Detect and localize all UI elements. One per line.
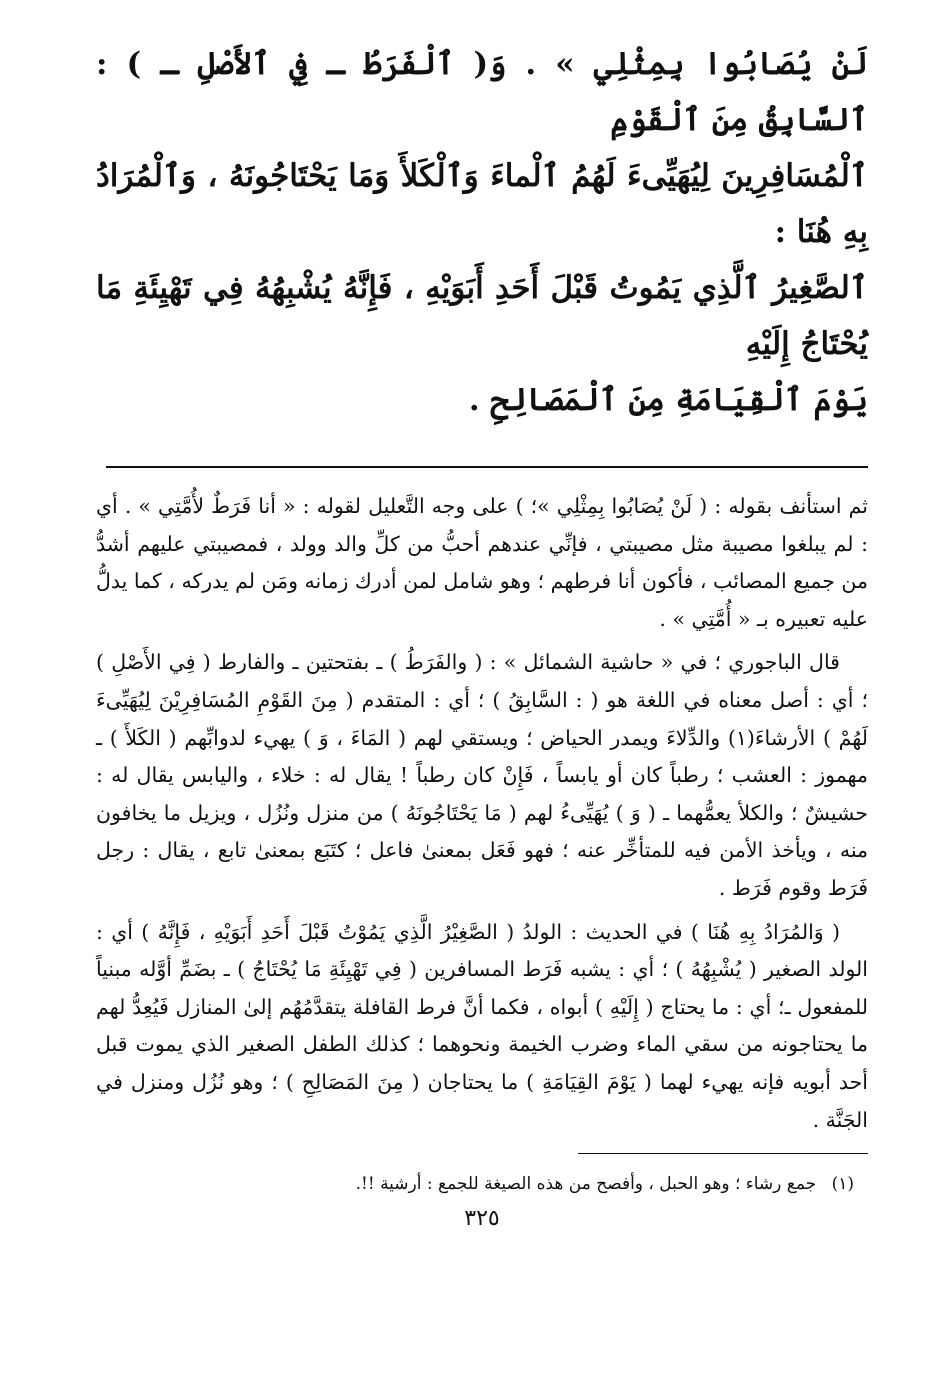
footnote-text: جمع رشاء ؛ وهو الحبل ، وأفصح من هذه الصيغة للجمع : أرشية !!.: [355, 1174, 817, 1195]
footnote-divider: [578, 1153, 868, 1154]
footnote: [96, 1170, 868, 1198]
footnote-number: (١): [831, 1174, 854, 1195]
commentary: [96, 488, 868, 1139]
main-text: [96, 36, 868, 428]
main-text-line: ٱلْمُسَافِرِينَ لِيُهَيِّىءَ لَهُمُ ٱلْماءَ وَٱلْكَلأَ وَمَا يَحْتَاجُونَهُ ، وَٱلْمُرَادُ بِهِ هُنَا :: [96, 158, 868, 250]
main-text-line: لَنْ يُصَابُوا بِمِثْلِي » . وَ( ٱلْفَرَطُ ـ فِي ٱلأَصْلِ ـ ) : ٱلسَّابِقُ مِنَ ٱلْقَوْمِ: [96, 46, 868, 138]
commentary-paragraph: ثم استأنف بقوله : ( لَنْ يُصَابُوا بِمِثْلِي »؛ ) على وجه التَّعليل لقوله : « أنا فَرَطٌ لأُمَّتِي » . أي : لم يبلغوا مصيبة مثل مصيبتي ، فإنِّي عندهم أحبُّ من كلِّ والد وولد ، فمصيبتي عليهم أشدُّ من جميع المصائب ، فأكون أنا فرطهم ؛ وهو شامل لمن أدرك زمانه ومَن لم يدركه ، كما يدلُّ عليه تعبيره بـ « أُمَّتِي » .: [96, 494, 868, 631]
section-divider: [106, 466, 868, 468]
page-number: ٣٢٥: [464, 1206, 500, 1232]
main-text-line: ٱلصَّغِيرُ ٱلَّذِي يَمُوتُ قَبْلَ أَحَدِ أَبَوَيْهِ ، فَإِنَّهُ يُشْبِهُهُ فِي تَهْيِئَةِ مَا يُحْتَاجُ إِلَيْهِ: [96, 270, 868, 362]
main-text-line: يَوْمَ ٱلْقِيَامَةِ مِنَ ٱلْمَصَالِحِ .: [468, 382, 868, 418]
document-page: [96, 36, 868, 1231]
commentary-paragraph: ( وَالمُرَادُ بِهِ هُنَا ) في الحديث : الولدُ ( الصَّغِيْرُ الَّذِي يَمُوْتُ قَبْلَ أَحَدِ أَبَوَيْهِ ، فَإِنَّهُ ) أي : الولد الصغير ( يُشْبِهُهُ ) ؛ أي : يشبه فَرَط المسافرين ( فِي تَهْيِئَةِ مَا يُحْتَاجُ ) ـ بضَمِّ أوَّله مبنياً للمفعول ـ؛ أي : ما يحتاج ( إِلَيْهِ ) أبواه ، فكما أنَّ فرط القافلة يتقدَّمُهُم إلىٰ المنازل فَيُعِدُّ لهم ما يحتاجونه من سقي الماء وضرب الخيمة ونحوهما ؛ كذلك الطفل الصغير الذي يموت قبل أحد أبويه فإنه يهيء لهما ( يَوْمَ القِيَامَةِ ) ما يحتاجان ( مِنَ المَصَالِحِ ) ؛ وهو نُزُل ومنزل في الجَنَّة .: [96, 919, 868, 1132]
commentary-paragraph: قال الباجوري ؛ في « حاشية الشمائل » : ( والفَرَطُ ) ـ بفتحتين ـ والفارط ( فِي الأَصْلِ ) ؛ أي : أصل معناه في اللغة هو ( : السَّابِقُ ) ؛ أي : المتقدم ( مِنَ القَوْمِ المُسَافِرِيْنَ لِيُهَيِّىءَ لَهُمْ ) الأرشاءَ(١) والدِّلاءَ ويمدر الحياض ؛ ويستقي لهم ( المَاءَ ، وَ ) يهيء لدوابِّهم ( الكَلأَ ) ـ مهموز : العشب ؛ رطباً كان أو يابساً ، فَإِنْ كان رطباً ! يقال له : خلاء ، واليابس يقال له : حشيشٌ ؛ والكلأ يعمُّهما ـ ( وَ ) يُهَيِّىءُ لهم ( مَا يَحْتَاجُونَهُ ) من منزل ونُزُل ، ويزيل ما يخافون منه ، ويأخذ الأمن فيه للمتأخِّر عنه ؛ فهو فَعَل بمعنىٰ فاعل ؛ كتَبَع بمعنىٰ تابع ، يقال : رجل فَرَط وقوم فَرَط .: [96, 650, 868, 900]
